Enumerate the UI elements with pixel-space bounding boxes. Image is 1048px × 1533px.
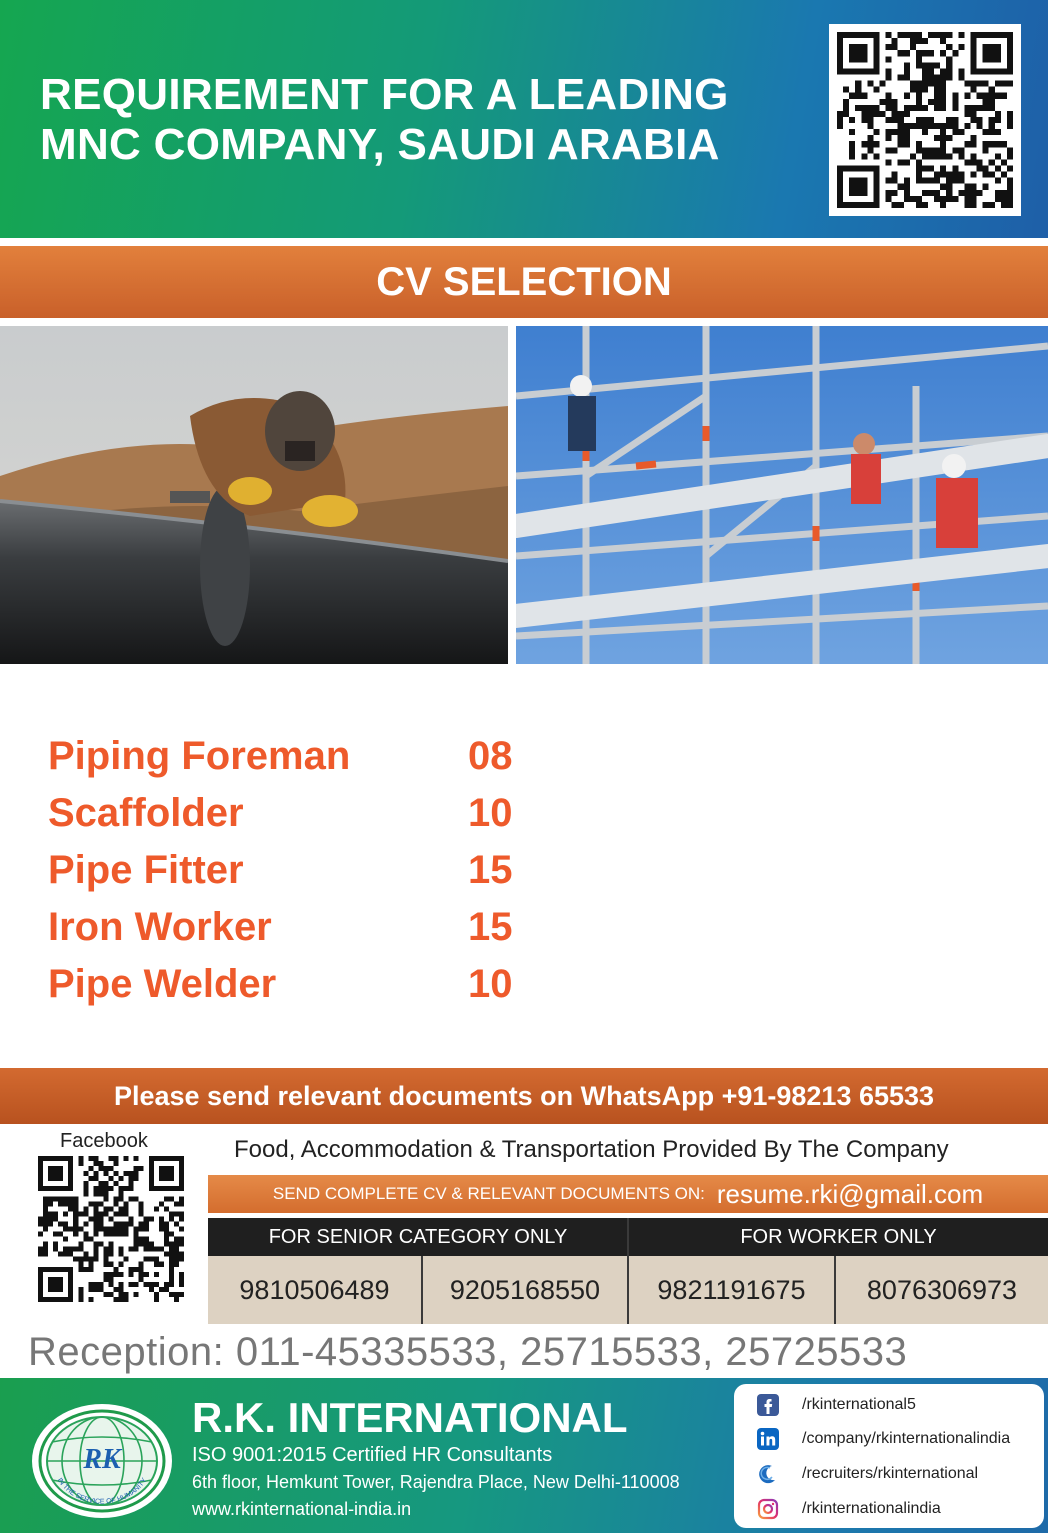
company-address: 6th floor, Hemkunt Tower, Rajendra Place, New Delhi-110008: [192, 1472, 680, 1492]
qr-code-icon: [38, 1156, 184, 1302]
job-count: 10: [468, 962, 513, 1006]
title-line-1: REQUIREMENT FOR A LEADING: [40, 70, 729, 119]
email-link[interactable]: resume.rki@gmail.com: [716, 1178, 984, 1209]
job-row: [48, 785, 608, 842]
facebook-qr-code[interactable]: [38, 1156, 184, 1302]
email-banner: [208, 1175, 1048, 1213]
cv-selection-banner: [0, 246, 1048, 318]
cv-selection-label: CV SELECTION: [376, 259, 672, 304]
naukri-icon: [756, 1462, 780, 1486]
whatsapp-text: Please send relevant documents on WhatsApp +91-98213 65533: [113, 1080, 935, 1111]
senior-phone-1[interactable]: 9810506489: [239, 1274, 390, 1305]
job-row: [48, 842, 608, 899]
job-title: Scaffolder: [48, 791, 244, 835]
header-qr-code[interactable]: [829, 24, 1021, 216]
job-list: [48, 728, 608, 1013]
job-title: Pipe Fitter: [48, 848, 244, 892]
email-label: SEND COMPLETE CV & RELEVANT DOCUMENTS ON:: [272, 1184, 705, 1203]
company-iso: ISO 9001:2015 Certified HR Consultants: [192, 1444, 553, 1466]
job-count: 15: [468, 848, 513, 892]
social-text: /company/rkinternationalindia: [802, 1430, 1011, 1447]
company-logo: [30, 1402, 174, 1520]
divider: [0, 238, 1048, 246]
job-count: 10: [468, 791, 513, 835]
logo-text: RK: [83, 1444, 121, 1475]
company-name: R.K. INTERNATIONAL: [192, 1394, 628, 1441]
scaffolders-photo: [516, 326, 1048, 664]
qr-code-icon: [837, 32, 1013, 208]
job-count: 15: [468, 905, 513, 949]
logo-tagline: IN THE SERVICE OF HUMANITY: [55, 1476, 149, 1506]
senior-category-header: FOR SENIOR CATEGORY ONLY: [208, 1218, 628, 1256]
page-title: [40, 70, 830, 170]
job-title: Piping Foreman: [48, 734, 351, 778]
social-links-panel: [734, 1384, 1044, 1528]
facebook-icon: [756, 1393, 780, 1417]
company-website[interactable]: www.rkinternational-india.in: [192, 1499, 412, 1519]
social-link-instagram[interactable]: [756, 1494, 941, 1524]
worker-phone-1[interactable]: 9821191675: [657, 1274, 806, 1305]
social-text: /rkinternationalindia: [802, 1500, 941, 1517]
job-count: 08: [468, 734, 513, 778]
facebook-qr-label: Facebook: [60, 1130, 148, 1152]
welder-photo: [0, 326, 508, 664]
social-link-naukri[interactable]: [756, 1459, 978, 1489]
reception-phones: Reception: 011-45335533, 25715533, 25725533: [28, 1330, 908, 1374]
title-line-2: MNC COMPANY, SAUDI ARABIA: [40, 120, 720, 169]
benefits-text: Food, Accommodation & Transportation Provided By The Company: [234, 1136, 949, 1163]
social-text: /rkinternational5: [802, 1396, 916, 1413]
social-link-linkedin[interactable]: [756, 1424, 1010, 1454]
job-row: [48, 956, 608, 1013]
senior-phone-2[interactable]: 9205168550: [449, 1274, 601, 1305]
worker-phone-2[interactable]: 8076306973: [866, 1274, 1018, 1305]
whatsapp-banner: [0, 1068, 1048, 1124]
contact-table: [208, 1218, 1048, 1324]
worker-header: FOR WORKER ONLY: [629, 1218, 1048, 1256]
job-row: [48, 728, 608, 785]
instagram-icon: [756, 1497, 780, 1521]
social-text: /recruiters/rkinternational: [802, 1465, 979, 1482]
linkedin-icon: [756, 1427, 780, 1451]
job-title: Iron Worker: [48, 905, 272, 949]
social-link-facebook[interactable]: [756, 1390, 916, 1420]
job-row: [48, 899, 608, 956]
job-title: Pipe Welder: [48, 962, 277, 1006]
